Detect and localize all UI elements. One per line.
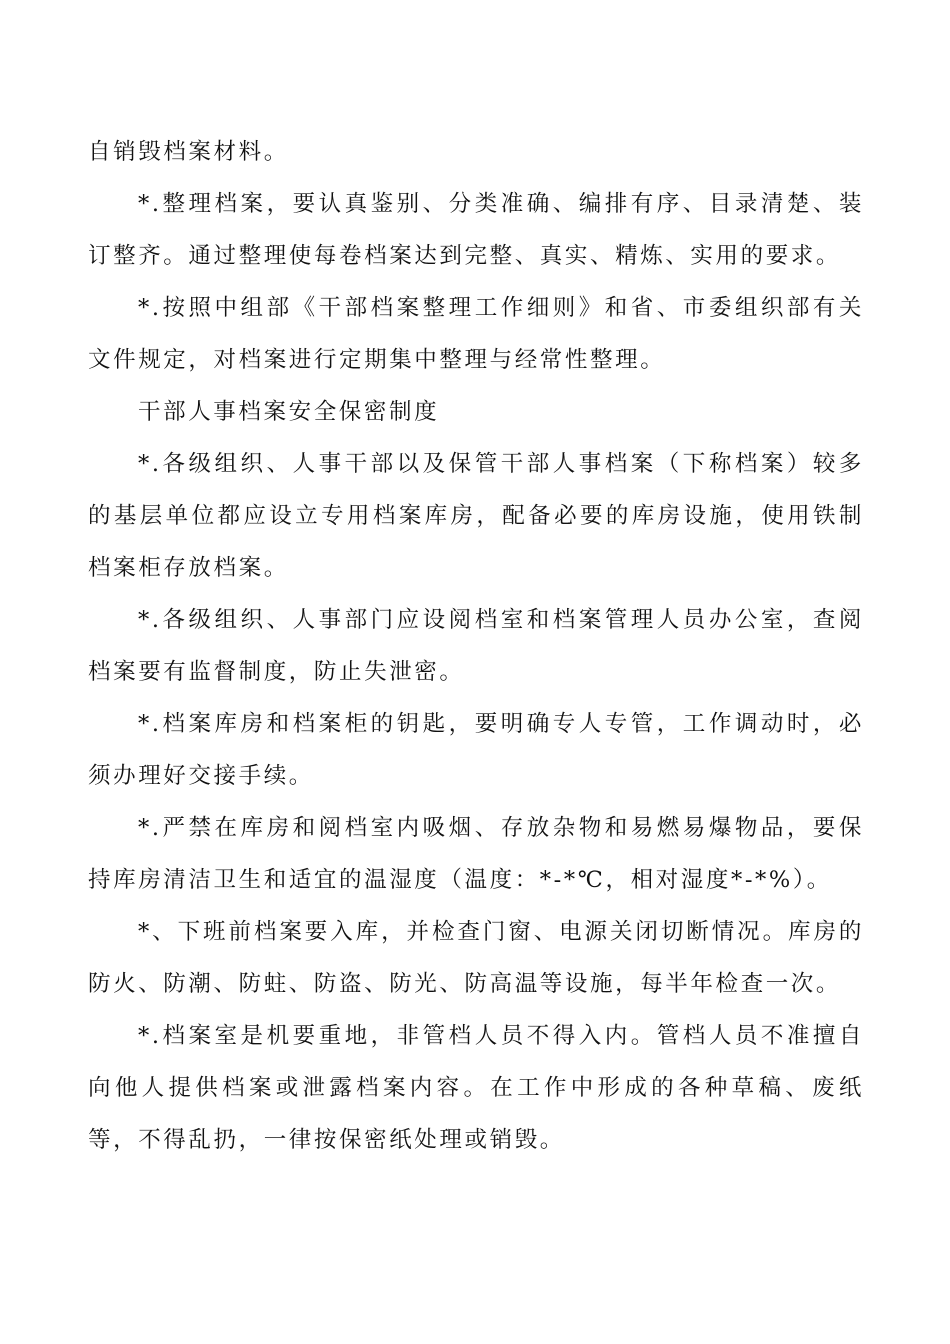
paragraph-prohibitions: *.严禁在库房和阅档室内吸烟、存放杂物和易燃易爆物品，要保持库房清洁卫生和适宜的温湿度（温度：*-*℃，相对湿度*-*%）。 <box>88 815 864 893</box>
paragraph-inspection: *、下班前档案要入库，并检查门窗、电源关闭切断情况。库房的防火、防潮、防蛀、防盗、防光、防高温等设施，每半年检查一次。 <box>88 919 864 997</box>
paragraph-reading-room: *.各级组织、人事部门应设阅档室和档案管理人员办公室，查阅档案要有监督制度，防止失泄密。 <box>88 607 864 685</box>
paragraph-keys: *.档案库房和档案柜的钥匙，要明确专人专管，工作调动时，必须办理好交接手续。 <box>88 711 864 789</box>
paragraph-continuation: 自销毁档案材料。 <box>88 139 289 165</box>
document-body <box>88 126 864 1166</box>
paragraph-confidentiality: *.档案室是机要重地，非管档人员不得入内。管档人员不准擅自向他人提供档案或泄露档案内容。在工作中形成的各种草稿、废纸等，不得乱扔，一律按保密纸处理或销毁。 <box>88 1023 864 1153</box>
paragraph-storage-room: *.各级组织、人事干部以及保管干部人事档案（下称档案）较多的基层单位都应设立专用档案库房，配备必要的库房设施，使用铁制档案柜存放档案。 <box>88 451 864 581</box>
paragraph-archive-arrangement: *.整理档案，要认真鉴别、分类准确、编排有序、目录清楚、装订整齐。通过整理使每卷档案达到完整、真实、精炼、实用的要求。 <box>88 191 864 269</box>
section-heading: 干部人事档案安全保密制度 <box>138 399 440 425</box>
paragraph-arrangement-rules: *.按照中组部《干部档案整理工作细则》和省、市委组织部有关文件规定，对档案进行定期集中整理与经常性整理。 <box>88 295 864 373</box>
